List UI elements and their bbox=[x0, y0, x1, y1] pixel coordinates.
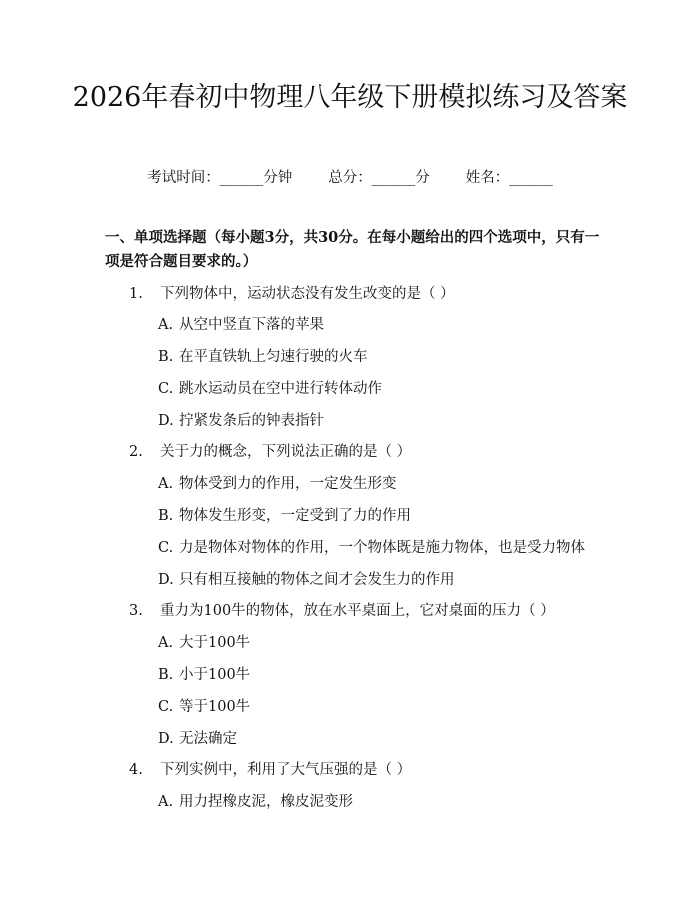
question-1 bbox=[129, 283, 609, 305]
question-1-option-d bbox=[158, 410, 608, 432]
option-text: 物体受到力的作用，一定发生形变 bbox=[179, 476, 397, 492]
question-3-option-d bbox=[158, 728, 608, 750]
option-text: 只有相互接触的物体之间才会发生力的作用 bbox=[179, 572, 455, 588]
option-text: 小于100牛 bbox=[179, 667, 251, 683]
option-text: 无法确定 bbox=[179, 731, 237, 747]
exam-time-field: 考试时间：______分钟 bbox=[147, 170, 293, 186]
option-letter: A. bbox=[158, 635, 174, 651]
total-score-field: 总分：______分 bbox=[328, 170, 430, 186]
option-letter: B. bbox=[158, 508, 174, 524]
option-letter: B. bbox=[158, 667, 174, 683]
question-number: 1. bbox=[129, 286, 143, 302]
option-text: 用力捏橡皮泥，橡皮泥变形 bbox=[179, 794, 353, 810]
question-1-option-a bbox=[158, 314, 608, 336]
question-text: 重力为100牛的物体，放在水平桌面上，它对桌面的压力（ ） bbox=[160, 603, 555, 619]
question-1-option-c bbox=[158, 378, 608, 400]
question-number: 2. bbox=[129, 444, 143, 460]
question-2-option-d bbox=[158, 569, 608, 591]
option-letter: A. bbox=[158, 317, 174, 333]
section-heading: 一、单项选择题（每小题3分，共30分。在每小题给出的四个选项中，只有一项是符合题目要求的。） bbox=[105, 229, 600, 270]
option-text: 从空中竖直下落的苹果 bbox=[179, 317, 324, 333]
question-number: 3. bbox=[129, 603, 143, 619]
option-letter: A. bbox=[158, 794, 174, 810]
option-text: 力是物体对物体的作用，一个物体既是施力物体，也是受力物体 bbox=[179, 540, 585, 556]
option-letter: C. bbox=[158, 540, 174, 556]
question-3 bbox=[129, 600, 609, 622]
option-text: 等于100牛 bbox=[179, 699, 251, 715]
question-2-option-c bbox=[158, 537, 608, 559]
question-3-option-a bbox=[158, 632, 608, 654]
option-letter: D. bbox=[158, 731, 174, 747]
option-letter: D. bbox=[158, 572, 174, 588]
question-3-option-c bbox=[158, 696, 608, 718]
page-title: 2026年春初中物理八年级下册模拟练习及答案 bbox=[72, 82, 628, 113]
question-2-option-b bbox=[158, 505, 608, 527]
question-text: 下列物体中，运动状态没有发生改变的是（ ） bbox=[160, 286, 455, 302]
exam-meta bbox=[0, 167, 700, 189]
question-text: 下列实例中，利用了大气压强的是（ ） bbox=[160, 762, 412, 778]
question-3-option-b bbox=[158, 664, 608, 686]
student-name-field: 姓名：______ bbox=[465, 170, 553, 186]
option-text: 跳水运动员在空中进行转体动作 bbox=[179, 381, 382, 397]
option-letter: C. bbox=[158, 699, 174, 715]
option-letter: C. bbox=[158, 381, 174, 397]
question-2-option-a bbox=[158, 473, 608, 495]
question-text: 关于力的概念，下列说法正确的是（ ） bbox=[160, 444, 412, 460]
question-2 bbox=[129, 441, 609, 463]
question-4-option-a bbox=[158, 791, 608, 813]
option-letter: A. bbox=[158, 476, 174, 492]
option-text: 大于100牛 bbox=[179, 635, 251, 651]
option-letter: B. bbox=[158, 349, 174, 365]
option-text: 物体发生形变，一定受到了力的作用 bbox=[179, 508, 411, 524]
question-1-option-b bbox=[158, 346, 608, 368]
option-text: 拧紧发条后的钟表指针 bbox=[179, 413, 324, 429]
option-letter: D. bbox=[158, 413, 174, 429]
option-text: 在平直铁轨上匀速行驶的火车 bbox=[179, 349, 368, 365]
question-number: 4. bbox=[129, 762, 143, 778]
question-4 bbox=[129, 759, 609, 781]
